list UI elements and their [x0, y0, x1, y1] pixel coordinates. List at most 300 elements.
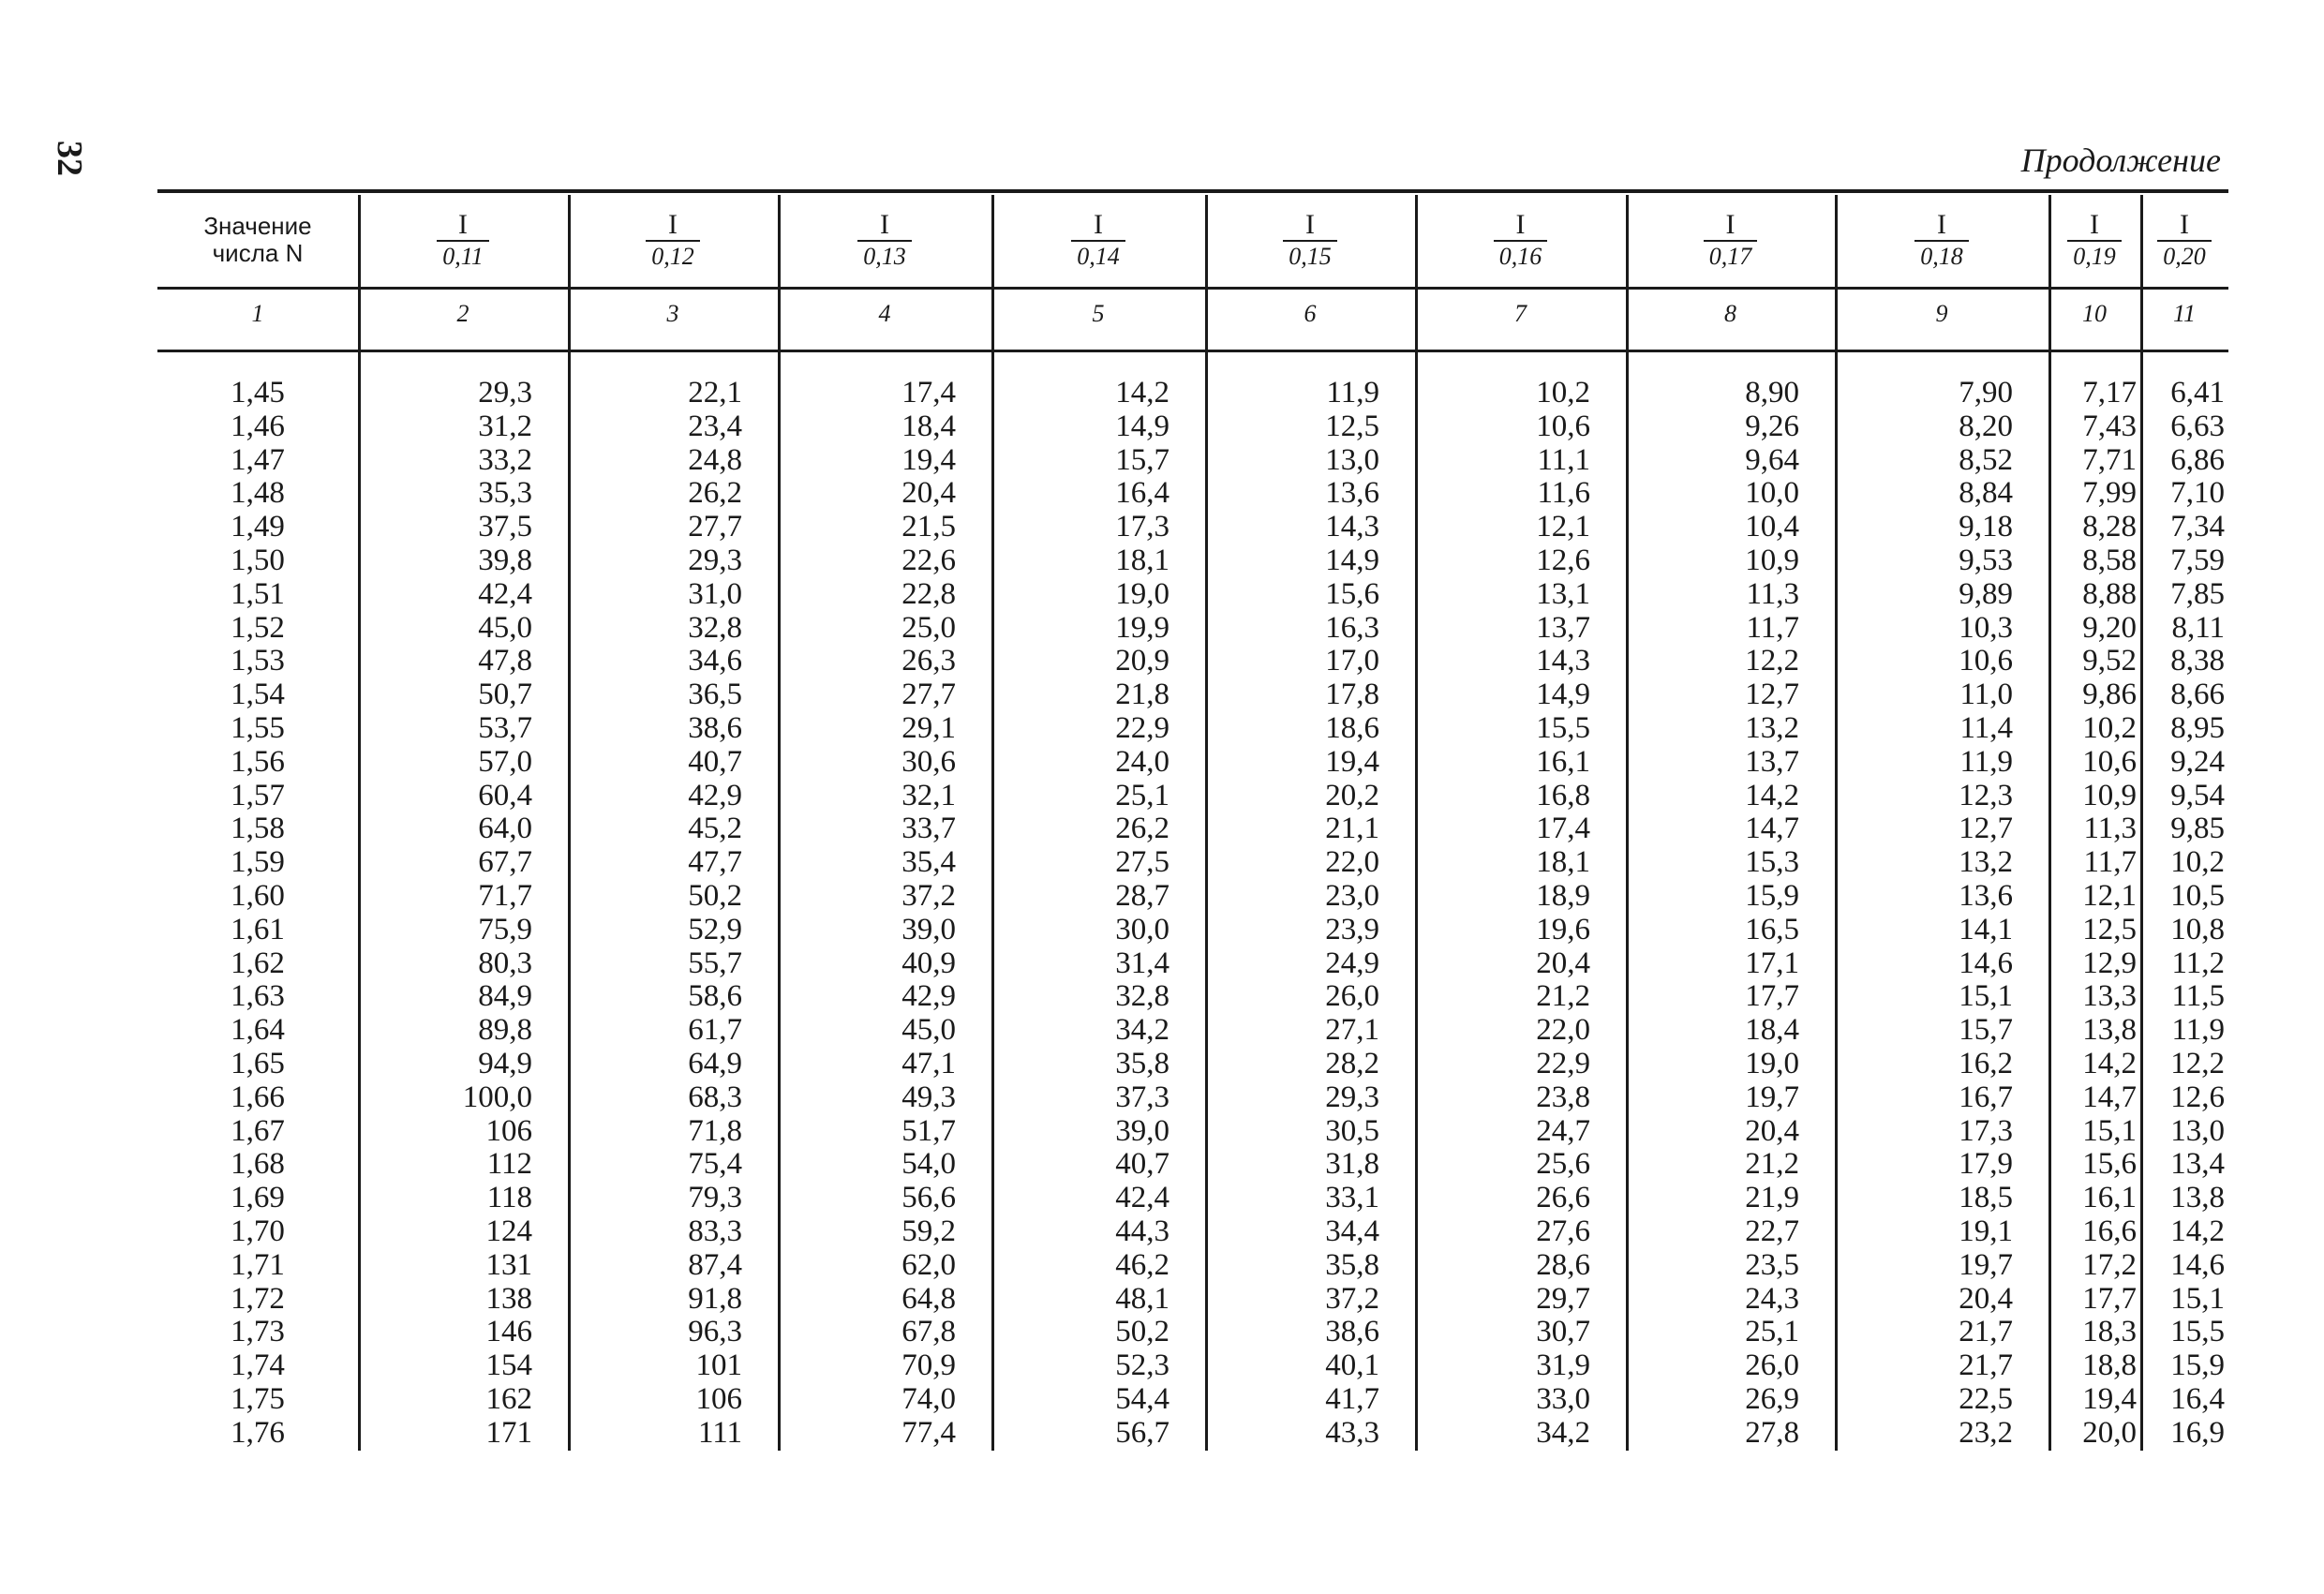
table-cell: 14,3: [1325, 510, 1379, 544]
table-cell: 33,2: [478, 442, 532, 477]
table-cell: 7,99: [2082, 476, 2137, 511]
fraction-header: [437, 209, 489, 271]
table-cell: 154: [485, 1348, 532, 1383]
table-cell: 31,0: [688, 576, 742, 611]
table-cell: 16,4: [2170, 1381, 2225, 1416]
table-cell: 80,3: [478, 946, 532, 980]
table-cell: 50,7: [478, 678, 532, 712]
table-cell: 7,10: [2170, 476, 2225, 511]
table-cell: 41,7: [1325, 1381, 1379, 1416]
column-separator: [2140, 195, 2143, 1451]
column-separator: [2048, 195, 2051, 1451]
table-cell: 22,7: [1745, 1214, 1799, 1248]
table-cell: 37,5: [478, 510, 532, 544]
table-column-3: [568, 193, 778, 1458]
n-value-cell: 1,71: [231, 1247, 285, 1282]
table-cell: 33,7: [901, 812, 956, 846]
table-cell: 14,2: [2082, 1046, 2137, 1080]
n-value-cell: 1,56: [231, 744, 285, 779]
table-cell: 11,7: [2083, 845, 2137, 880]
fraction-numerator: I: [1305, 209, 1315, 241]
table-cell: 27,6: [1536, 1214, 1590, 1248]
table-cell: 24,3: [1745, 1281, 1799, 1316]
table-cell: 31,4: [1115, 946, 1169, 980]
fraction-header: [1914, 209, 1969, 271]
column-header: [568, 193, 778, 287]
table-cell: 7,17: [2082, 376, 2137, 410]
table-column-6: [1205, 193, 1415, 1458]
table-cell: 13,8: [2170, 1181, 2225, 1215]
table-cell: 31,9: [1536, 1348, 1590, 1383]
table-cell: 13,0: [2170, 1113, 2225, 1148]
column-cells: [1626, 377, 1835, 1451]
table-cell: 106: [485, 1113, 532, 1148]
table-cell: 33,0: [1536, 1381, 1590, 1416]
table-column-2: [358, 193, 568, 1458]
table-cell: 12,9: [2082, 946, 2137, 980]
table-cell: 25,6: [1536, 1147, 1590, 1182]
table-cell: 10,6: [2082, 744, 2137, 779]
table-cell: 12,5: [1325, 409, 1379, 443]
table-cell: 18,4: [901, 409, 956, 443]
column-header: [1205, 193, 1415, 287]
column-cells: [1205, 377, 1415, 1451]
table-cell: 26,3: [901, 644, 956, 678]
fraction-numerator: I: [1725, 209, 1736, 241]
column-number: 2: [456, 300, 469, 327]
column-number: 6: [1304, 300, 1317, 327]
table-cell: 10,6: [1959, 644, 2013, 678]
table-cell: 23,8: [1536, 1080, 1590, 1114]
table-cell: 18,8: [2082, 1348, 2137, 1383]
table-cell: 35,3: [478, 476, 532, 511]
table-cell: 10,8: [2170, 912, 2225, 946]
table-cell: 14,9: [1325, 543, 1379, 577]
table-cell: 11,7: [1746, 610, 1799, 645]
table-cell: 16,2: [1959, 1046, 2013, 1080]
table-cell: 17,3: [1115, 510, 1169, 544]
table-cell: 67,8: [901, 1315, 956, 1349]
table-cell: 12,6: [2170, 1080, 2225, 1114]
table-cell: 11,2: [2171, 946, 2225, 980]
table-cell: 15,3: [1745, 845, 1799, 880]
table-cell: 35,4: [901, 845, 956, 880]
table-cell: 21,1: [1325, 812, 1379, 846]
table-cell: 14,2: [2170, 1214, 2225, 1248]
fraction-header: [1494, 209, 1548, 271]
table-cell: 42,9: [688, 778, 742, 812]
table-cell: 27,7: [688, 510, 742, 544]
table-cell: 24,9: [1325, 946, 1379, 980]
column-number: 5: [1092, 300, 1105, 327]
fraction-numerator: I: [2180, 209, 2189, 241]
table-cell: 20,4: [1959, 1281, 2013, 1316]
table-cell: 9,24: [2170, 744, 2225, 779]
column-number: 4: [878, 300, 891, 327]
table-cell: 12,6: [1536, 543, 1590, 577]
n-value-cell: 1,63: [231, 979, 285, 1014]
fraction-header: [2067, 209, 2122, 271]
table-cell: 18,4: [1745, 1013, 1799, 1048]
table-cell: 22,6: [901, 543, 956, 577]
fraction-header: [1704, 209, 1758, 271]
column-cells: [2140, 377, 2228, 1451]
table-cell: 21,7: [1959, 1348, 2013, 1383]
n-value-cell: 1,51: [231, 576, 285, 611]
table-cell: 18,1: [1536, 845, 1590, 880]
table-cell: 8,38: [2170, 644, 2225, 678]
table-cell: 13,1: [1536, 576, 1590, 611]
column-header: [2048, 193, 2140, 287]
table-cell: 34,6: [688, 644, 742, 678]
table-cell: 47,1: [901, 1046, 956, 1080]
table-cell: 12,1: [1536, 510, 1590, 544]
table-cell: 61,7: [688, 1013, 742, 1048]
table-cell: 14,7: [1745, 812, 1799, 846]
column-number: 10: [2082, 300, 2107, 327]
table-column-4: [778, 193, 991, 1458]
table-cell: 6,41: [2170, 376, 2225, 410]
table-cell: 24,8: [688, 442, 742, 477]
table-cell: 39,8: [478, 543, 532, 577]
table-cell: 15,5: [2170, 1315, 2225, 1349]
table-cell: 87,4: [688, 1247, 742, 1282]
table-cell: 30,6: [901, 744, 956, 779]
table-cell: 8,11: [2171, 610, 2225, 645]
table-cell: 6,86: [2170, 442, 2225, 477]
table-cell: 22,8: [901, 576, 956, 611]
table-cell: 8,88: [2082, 576, 2137, 611]
table-cell: 23,2: [1959, 1415, 2013, 1450]
table-cell: 51,7: [901, 1113, 956, 1148]
table-cell: 27,1: [1325, 1013, 1379, 1048]
table-cell: 15,5: [1536, 710, 1590, 745]
table-cell: 9,53: [1959, 543, 2013, 577]
table-cell: 96,3: [688, 1315, 742, 1349]
table-cell: 10,4: [1745, 510, 1799, 544]
table-cell: 6,63: [2170, 409, 2225, 443]
table-column-5: [991, 193, 1205, 1458]
table-cell: 50,2: [688, 878, 742, 913]
table-cell: 8,52: [1959, 442, 2013, 477]
column-number: 1: [251, 300, 264, 327]
table-cell: 15,6: [2082, 1147, 2137, 1182]
table-cell: 36,5: [688, 678, 742, 712]
table-cell: 45,0: [901, 1013, 956, 1048]
table-cell: 56,6: [901, 1181, 956, 1215]
table-cell: 15,9: [1745, 878, 1799, 913]
table-cell: 15,9: [2170, 1348, 2225, 1383]
table-cell: 14,2: [1745, 778, 1799, 812]
table-cell: 56,7: [1115, 1415, 1169, 1450]
table-cell: 12,3: [1959, 778, 2013, 812]
table-column-8: [1626, 193, 1835, 1458]
table-cell: 8,58: [2082, 543, 2137, 577]
table-cell: 24,0: [1115, 744, 1169, 779]
table-cell: 18,9: [1536, 878, 1590, 913]
table-column-7: [1415, 193, 1626, 1458]
column-cells: [157, 377, 358, 1451]
table-cell: 19,7: [1745, 1080, 1799, 1114]
column-number: 9: [1935, 300, 1948, 327]
table-cell: 20,4: [1536, 946, 1590, 980]
table-cell: 39,0: [1115, 1113, 1169, 1148]
n-value-cell: 1,45: [231, 376, 285, 410]
fraction-denominator: 0,19: [2067, 240, 2122, 271]
table-cell: 13,7: [1536, 610, 1590, 645]
n-value-cell: 1,69: [231, 1181, 285, 1215]
table-cell: 7,34: [2170, 510, 2225, 544]
table-cell: 58,6: [688, 979, 742, 1014]
table-cell: 16,3: [1325, 610, 1379, 645]
table-cell: 39,0: [901, 912, 956, 946]
table-cell: 62,0: [901, 1247, 956, 1282]
n-value-cell: 1,57: [231, 778, 285, 812]
table-cell: 13,7: [1745, 744, 1799, 779]
table-cell: 26,6: [1536, 1181, 1590, 1215]
column-separator: [1415, 195, 1418, 1451]
table-cell: 34,4: [1325, 1214, 1379, 1248]
n-value-cell: 1,61: [231, 912, 285, 946]
table-cell: 8,66: [2170, 678, 2225, 712]
table-cell: 22,9: [1536, 1046, 1590, 1080]
table-cell: 11,9: [1959, 744, 2013, 779]
n-value-cell: 1,54: [231, 678, 285, 712]
table-cell: 20,4: [901, 476, 956, 511]
table-cell: 23,0: [1325, 878, 1379, 913]
table-cell: 17,1: [1745, 946, 1799, 980]
table-cell: 21,2: [1536, 979, 1590, 1014]
fraction-denominator: 0,15: [1283, 240, 1337, 271]
n-value-cell: 1,76: [231, 1415, 285, 1450]
table-cell: 71,8: [688, 1113, 742, 1148]
table-cell: 75,4: [688, 1147, 742, 1182]
table-cell: 146: [485, 1315, 532, 1349]
table-cell: 11,9: [2171, 1013, 2225, 1048]
table-cell: 19,4: [1325, 744, 1379, 779]
table-cell: 171: [485, 1415, 532, 1450]
column-separator: [1205, 195, 1208, 1451]
table-cell: 83,3: [688, 1214, 742, 1248]
table-cell: 67,7: [478, 845, 532, 880]
table-cell: 22,0: [1325, 845, 1379, 880]
table-cell: 11,3: [1746, 576, 1799, 611]
table-cell: 94,9: [478, 1046, 532, 1080]
table-cell: 10,2: [1536, 376, 1590, 410]
table-cell: 40,9: [901, 946, 956, 980]
fraction-denominator: 0,20: [2157, 240, 2212, 271]
table-cell: 10,0: [1745, 476, 1799, 511]
table-cell: 47,8: [478, 644, 532, 678]
table-cell: 35,8: [1115, 1046, 1169, 1080]
table-cell: 27,5: [1115, 845, 1169, 880]
n-header-line2: числа N: [212, 239, 304, 267]
table-cell: 30,0: [1115, 912, 1169, 946]
table-cell: 20,2: [1325, 778, 1379, 812]
n-value-cell: 1,53: [231, 644, 285, 678]
table-cell: 9,26: [1745, 409, 1799, 443]
fraction-denominator: 0,17: [1704, 240, 1758, 271]
table-cell: 74,0: [901, 1381, 956, 1416]
table-cell: 19,4: [901, 442, 956, 477]
table-cell: 16,9: [2170, 1415, 2225, 1450]
n-value-cell: 1,72: [231, 1281, 285, 1316]
table-cell: 26,2: [1115, 812, 1169, 846]
table-cell: 12,7: [1745, 678, 1799, 712]
table-cell: 45,0: [478, 610, 532, 645]
table-cell: 32,8: [688, 610, 742, 645]
table-cell: 17,4: [1536, 812, 1590, 846]
table-cell: 17,7: [1745, 979, 1799, 1014]
table-cell: 8,90: [1745, 376, 1799, 410]
fraction-numerator: I: [457, 209, 468, 241]
table-cell: 31,2: [478, 409, 532, 443]
n-value-cell: 1,50: [231, 543, 285, 577]
table-cell: 15,1: [2082, 1113, 2137, 1148]
table-cell: 52,9: [688, 912, 742, 946]
table-cell: 14,7: [2082, 1080, 2137, 1114]
table-cell: 8,84: [1959, 476, 2013, 511]
fraction-numerator: I: [1515, 209, 1526, 241]
fraction-denominator: 0,14: [1071, 240, 1125, 271]
column-separator: [1835, 195, 1838, 1451]
table-cell: 162: [485, 1381, 532, 1416]
column-header: [157, 193, 358, 287]
table-cell: 17,4: [901, 376, 956, 410]
table-cell: 19,7: [1959, 1247, 2013, 1282]
table-cell: 37,2: [901, 878, 956, 913]
column-separator: [358, 195, 361, 1451]
table-cell: 34,2: [1115, 1013, 1169, 1048]
table-cell: 20,9: [1115, 644, 1169, 678]
table-cell: 21,9: [1745, 1181, 1799, 1215]
table-cell: 8,28: [2082, 510, 2137, 544]
table-cell: 57,0: [478, 744, 532, 779]
table-cell: 64,0: [478, 812, 532, 846]
n-value-cell: 1,66: [231, 1080, 285, 1114]
table-cell: 14,9: [1115, 409, 1169, 443]
table-cell: 35,8: [1325, 1247, 1379, 1282]
table-cell: 12,2: [1745, 644, 1799, 678]
table-cell: 28,6: [1536, 1247, 1590, 1282]
table-cell: 21,2: [1745, 1147, 1799, 1182]
table-cell: 7,85: [2170, 576, 2225, 611]
table-cell: 13,0: [1325, 442, 1379, 477]
table-cell: 40,7: [688, 744, 742, 779]
table-cell: 28,7: [1115, 878, 1169, 913]
n-value-cell: 1,67: [231, 1113, 285, 1148]
fraction-header: [1071, 209, 1125, 271]
table-cell: 10,3: [1959, 610, 2013, 645]
table-cell: 37,3: [1115, 1080, 1169, 1114]
table-cell: 29,7: [1536, 1281, 1590, 1316]
column-separator: [1626, 195, 1629, 1451]
column-number: 3: [666, 300, 679, 327]
table-cell: 118: [486, 1181, 532, 1215]
table-cell: 75,9: [478, 912, 532, 946]
fraction-numerator: I: [880, 209, 889, 241]
table-cell: 29,1: [901, 710, 956, 745]
table-cell: 18,3: [2082, 1315, 2137, 1349]
table-cell: 28,2: [1325, 1046, 1379, 1080]
column-header: [1415, 193, 1626, 287]
table-cell: 22,5: [1959, 1381, 2013, 1416]
table-cell: 18,6: [1325, 710, 1379, 745]
table-column-11: [2140, 193, 2228, 1458]
table-cell: 19,0: [1115, 576, 1169, 611]
table-column-10: [2048, 193, 2140, 1458]
table-cell: 64,9: [688, 1046, 742, 1080]
table-cell: 10,5: [2170, 878, 2225, 913]
table-cell: 9,85: [2170, 812, 2225, 846]
column-cells: [991, 377, 1205, 1451]
n-value-cell: 1,58: [231, 812, 285, 846]
table-cell: 30,5: [1325, 1113, 1379, 1148]
table-cell: 13,3: [2082, 979, 2137, 1014]
table-cell: 21,8: [1115, 678, 1169, 712]
table-cell: 17,2: [2082, 1247, 2137, 1282]
table-cell: 8,95: [2170, 710, 2225, 745]
column-header: [2140, 193, 2228, 287]
table-cell: 15,7: [1115, 442, 1169, 477]
table-cell: 42,4: [478, 576, 532, 611]
table-cell: 38,6: [688, 710, 742, 745]
table-cell: 70,9: [901, 1348, 956, 1383]
table-cell: 54,4: [1115, 1381, 1169, 1416]
table-cell: 7,71: [2082, 442, 2137, 477]
table-cell: 13,6: [1325, 476, 1379, 511]
n-value-cell: 1,75: [231, 1381, 285, 1416]
table-cell: 20,4: [1745, 1113, 1799, 1148]
table-cell: 21,5: [901, 510, 956, 544]
n-value-cell: 1,55: [231, 710, 285, 745]
column-header: [991, 193, 1205, 287]
table-cell: 40,1: [1325, 1348, 1379, 1383]
table-cell: 22,0: [1536, 1013, 1590, 1048]
table-cell: 46,2: [1115, 1247, 1169, 1282]
table-cell: 23,5: [1745, 1247, 1799, 1282]
table-cell: 19,6: [1536, 912, 1590, 946]
table-cell: 24,7: [1536, 1113, 1590, 1148]
table-cell: 79,3: [688, 1181, 742, 1215]
table-cell: 17,7: [2082, 1281, 2137, 1316]
column-header: [1835, 193, 2048, 287]
table-cell: 16,1: [2082, 1181, 2137, 1215]
table-cell: 43,3: [1325, 1415, 1379, 1450]
fraction-denominator: 0,13: [857, 240, 912, 271]
table-cell: 23,9: [1325, 912, 1379, 946]
table-cell: 84,9: [478, 979, 532, 1014]
table-cell: 42,9: [901, 979, 956, 1014]
n-value-cell: 1,73: [231, 1315, 285, 1349]
table-cell: 11,4: [1959, 710, 2013, 745]
table-cell: 71,7: [478, 878, 532, 913]
table-cell: 50,2: [1115, 1315, 1169, 1349]
fraction-denominator: 0,11: [437, 240, 489, 271]
n-value-cell: 1,52: [231, 610, 285, 645]
table-cell: 31,8: [1325, 1147, 1379, 1182]
table-cell: 45,2: [688, 812, 742, 846]
table-column-1: [157, 193, 358, 1458]
table-cell: 59,2: [901, 1214, 956, 1248]
table-cell: 25,0: [901, 610, 956, 645]
table-cell: 38,6: [1325, 1315, 1379, 1349]
fraction-numerator: I: [1937, 209, 1946, 241]
table-cell: 11,1: [1537, 442, 1590, 477]
table-cell: 26,0: [1745, 1348, 1799, 1383]
table-cell: 101: [695, 1348, 742, 1383]
table-cell: 11,5: [2171, 979, 2225, 1014]
